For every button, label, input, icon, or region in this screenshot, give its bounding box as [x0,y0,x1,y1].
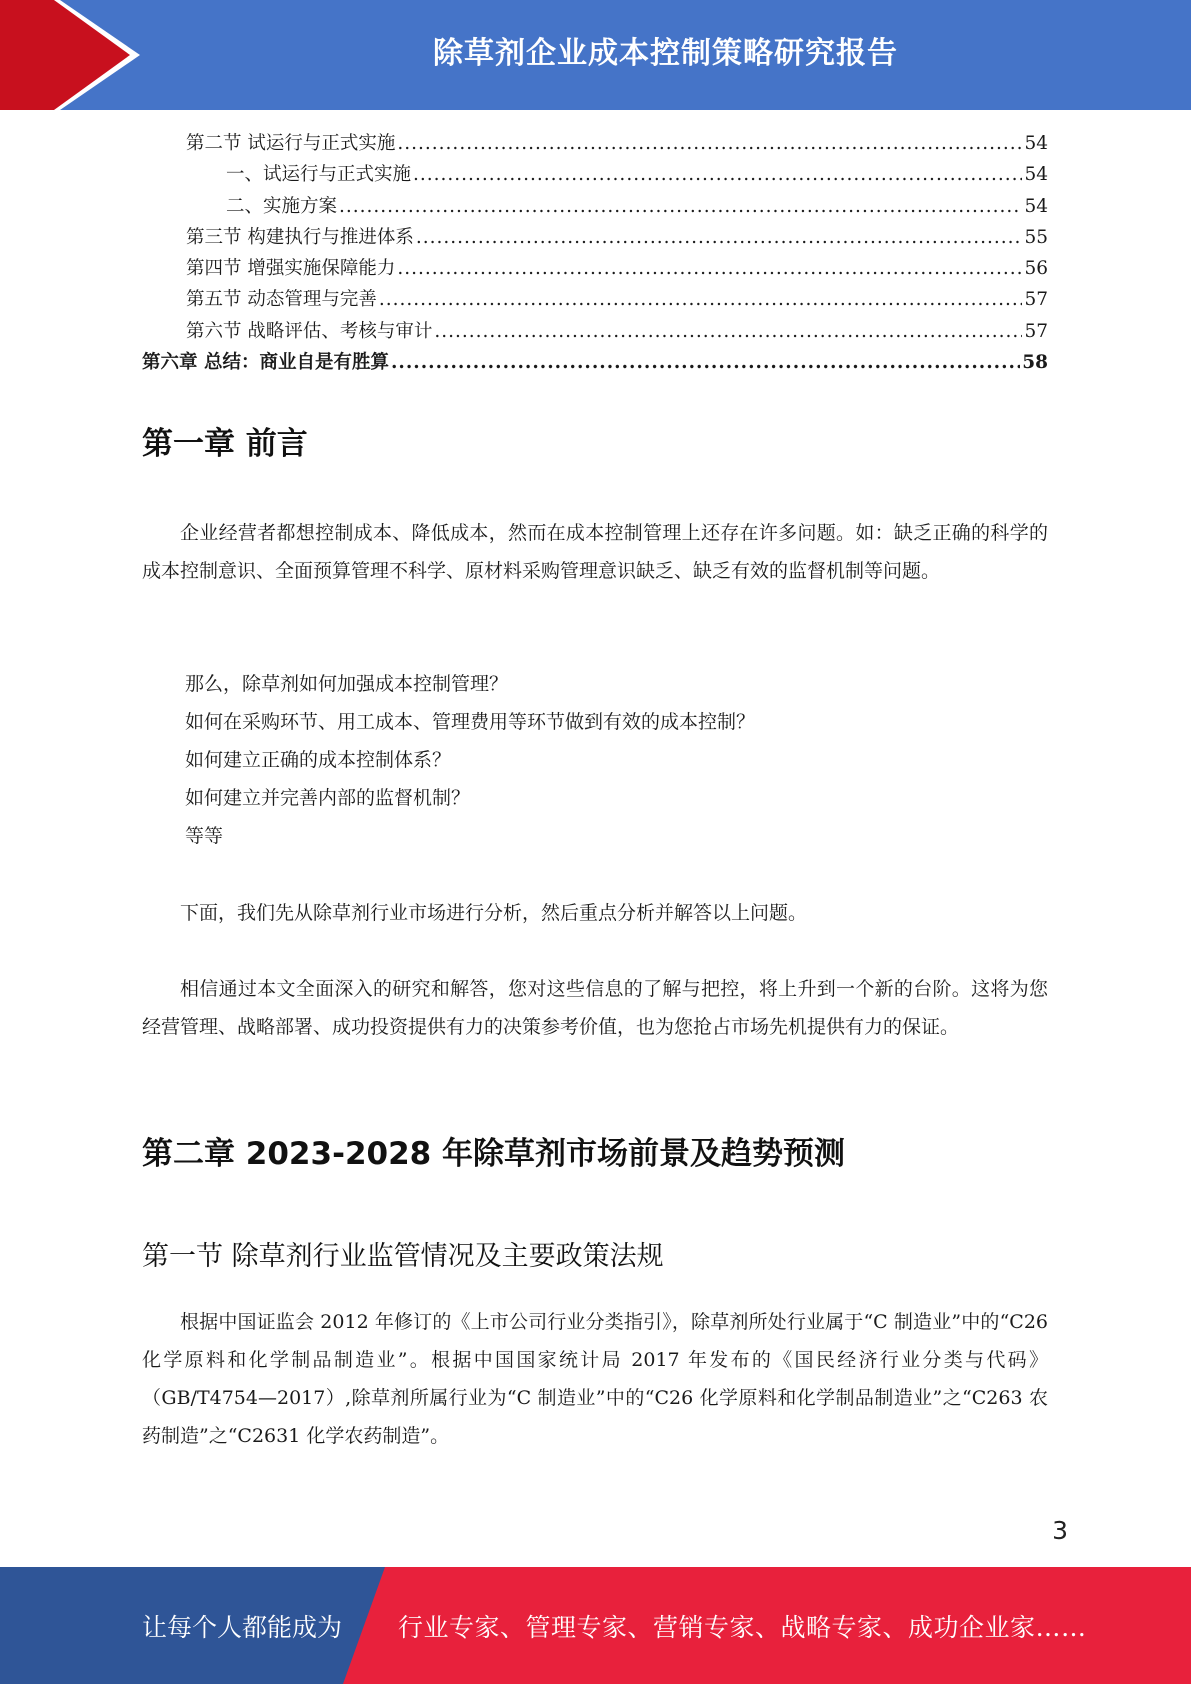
toc-entry-label: 二、实施方案 [226,195,338,217]
toc-entry-page: 57 [1024,320,1048,342]
toc-entry[interactable] [142,284,1048,315]
table-of-contents [142,128,1048,378]
toc-entry-label: 第五节 动态管理与完善 [186,289,377,311]
page-number: 3 [1052,1516,1068,1545]
header-arrow-decoration [0,0,160,110]
header-banner [0,0,1191,110]
toc-leader-dots [413,159,1022,190]
chapter-1-intro-paragraph: 企业经营者都想控制成本、降低成本，然而在成本控制管理上还存在许多问题。如：缺乏正确的科学的成本控制意识、全面预算管理不科学、原材料采购管理意识缺乏、缺乏有效的监督机制等问题。 [142,522,1048,582]
toc-entry[interactable] [142,316,1048,347]
chapter-1-heading: 第一章 前言 [142,426,308,462]
chapter-1-next-paragraph: 下面，我们先从除草剂行业市场进行分析，然后重点分析并解答以上问题。 [180,902,808,924]
toc-entry[interactable] [142,222,1048,253]
toc-entry-label: 第六章 总结：商业自是有胜算 [142,352,389,374]
toc-entry[interactable] [142,191,1048,222]
toc-entry-label: 第六节 战略评估、考核与审计 [186,320,433,342]
toc-entry-label: 第二节 试运行与正式实施 [186,133,396,154]
section-1-body-paragraph: 根据中国证监会 2012 年修订的《上市公司行业分类指引》，除草剂所处行业属于“C 制造业”中的“C26 化学原料和化学制品制造业”。根据中国国家统计局 2017 年发布的《国民经济行业分类与代码》（GB/T4754—2017）,除草剂所属行业为“C 制造业”中的“C26 化学原料和化学制品制造业”之“C263 农药制造”之“C2631 化学农药制造”。 [142,1311,1048,1447]
chapter-2-heading: 第二章 2023-2028 年除草剂市场前景及趋势预测 [142,1136,846,1172]
toc-entry-page: 57 [1024,289,1048,311]
toc-entry[interactable] [142,128,1048,159]
toc-entry[interactable] [142,253,1048,284]
toc-entry-label: 第四节 增强实施保障能力 [186,258,396,280]
toc-entry-page: 58 [1022,352,1048,374]
toc-entry-page: 54 [1024,133,1048,154]
toc-leader-dots [416,222,1023,253]
toc-leader-dots [391,347,1020,378]
toc-leader-dots [397,253,1022,284]
question-item: 如何在采购环节、用工成本、管理费用等环节做到有效的成本控制？ [185,711,756,733]
question-list [185,665,1045,855]
chapter-1-closing-paragraph: 相信通过本文全面深入的研究和解答，您对这些信息的了解与把控，将上升到一个新的台阶。这将为您经营管理、战略部署、成功投资提供有力的决策参考价值，也为您抢占市场先机提供有力的保证。 [142,978,1048,1038]
toc-entry[interactable] [142,159,1048,190]
question-item: 如何建立正确的成本控制体系？ [185,749,452,771]
toc-leader-dots [434,316,1022,347]
question-item: 如何建立并完善内部的监督机制？ [185,787,471,809]
toc-entry-page: 54 [1024,195,1048,217]
toc-leader-dots [379,284,1023,315]
footer-banner [0,1567,1191,1684]
footer-slogan-right: 行业专家、管理专家、营销专家、战略专家、成功企业家…… [398,1612,1087,1642]
report-title: 除草剂企业成本控制策略研究报告 [433,36,898,71]
question-item: 等等 [185,825,224,847]
toc-leader-dots [397,128,1022,159]
toc-entry-label: 一、试运行与正式实施 [226,164,412,186]
question-item: 那么，除草剂如何加强成本控制管理？ [185,673,509,695]
toc-entry-page: 55 [1024,226,1048,248]
footer-slogan-left: 让每个人都能成为 [142,1612,343,1642]
toc-entry-chapter[interactable] [142,347,1048,378]
toc-entry-page: 54 [1024,164,1048,186]
toc-entry-page: 56 [1024,258,1048,280]
toc-leader-dots [339,191,1022,222]
section-1-heading: 第一节 除草剂行业监管情况及主要政策法规 [142,1241,664,1272]
toc-entry-label: 第三节 构建执行与推进体系 [186,226,414,248]
